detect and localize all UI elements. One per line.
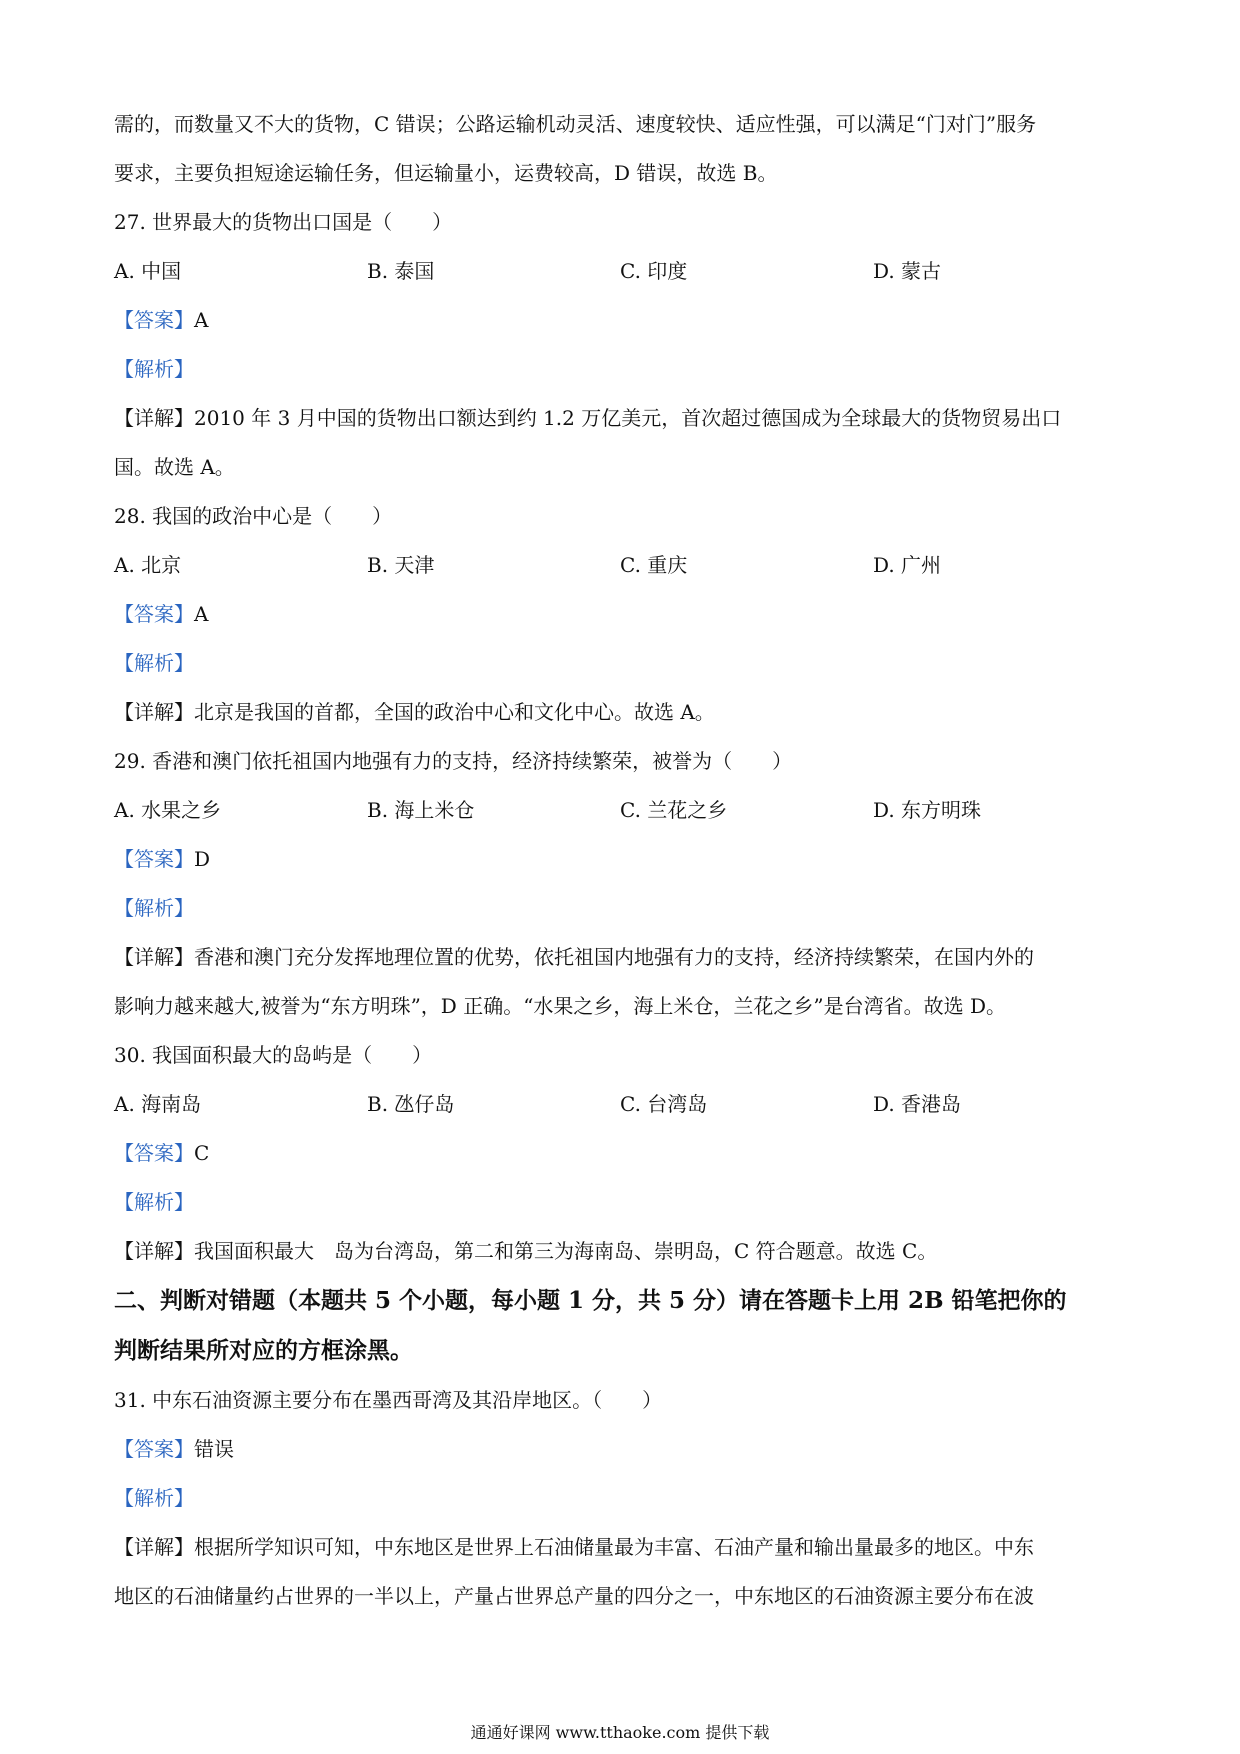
question-29-options bbox=[114, 786, 1126, 835]
question-27-analysis bbox=[114, 345, 1126, 394]
answer-tag: 【答案】 bbox=[114, 1437, 194, 1461]
option-a: A. 中国 bbox=[114, 259, 182, 283]
question-31-detail bbox=[114, 1523, 1126, 1572]
option-d: D. 蒙古 bbox=[873, 259, 942, 283]
question-30-answer bbox=[114, 1129, 1126, 1178]
option-b: B. 氹仔岛 bbox=[367, 1092, 455, 1116]
detail-tag: 【详解】 bbox=[114, 1535, 194, 1559]
page-footer: 通通好课网 www.tthaoke.com 提供下载 bbox=[470, 1723, 770, 1742]
detail-tag: 【详解】 bbox=[114, 945, 194, 969]
option-a: A. 北京 bbox=[114, 553, 182, 577]
option-a: A. 水果之乡 bbox=[114, 798, 222, 822]
answer-tag: 【答案】 bbox=[114, 847, 194, 871]
answer-tag: 【答案】 bbox=[114, 1141, 194, 1165]
detail-text: 香港和澳门充分发挥地理位置的优势，依托祖国内地强有力的支持，经济持续繁荣，在国内外的 bbox=[194, 945, 1034, 969]
answer-value: A bbox=[194, 602, 209, 626]
question-27-detail-cont: 国。故选 A。 bbox=[114, 455, 235, 479]
question-31-stem: 31. 中东石油资源主要分布在墨西哥湾及其沿岸地区。（ ） bbox=[114, 1388, 663, 1412]
intro-line-2: 要求，主要负担短途运输任务，但运输量小，运费较高，D 错误，故选 B。 bbox=[114, 161, 778, 185]
option-d: D. 广州 bbox=[873, 553, 942, 577]
question-30-detail bbox=[114, 1227, 1126, 1276]
option-a: A. 海南岛 bbox=[114, 1092, 202, 1116]
analysis-tag: 【解析】 bbox=[114, 1486, 194, 1510]
question-28-detail bbox=[114, 688, 1126, 737]
question-27-stem: 27. 世界最大的货物出口国是（ ） bbox=[114, 210, 453, 234]
question-29-answer bbox=[114, 835, 1126, 884]
question-28-answer bbox=[114, 590, 1126, 639]
section-heading: 二、判断对错题（本题共 5 个小题，每小题 1 分，共 5 分）请在答题卡上用 2B 铅笔把你的 bbox=[114, 1287, 1067, 1314]
answer-value: A bbox=[194, 308, 209, 332]
analysis-tag: 【解析】 bbox=[114, 357, 194, 381]
answer-value: C bbox=[194, 1141, 210, 1165]
option-c: C. 台湾岛 bbox=[620, 1092, 708, 1116]
analysis-tag: 【解析】 bbox=[114, 1190, 194, 1214]
question-28-stem: 28. 我国的政治中心是（ ） bbox=[114, 504, 393, 528]
option-d: D. 香港岛 bbox=[873, 1092, 962, 1116]
document-page bbox=[114, 100, 1126, 1621]
question-30-analysis bbox=[114, 1178, 1126, 1227]
answer-value: 错误 bbox=[194, 1437, 234, 1461]
question-27-options bbox=[114, 247, 1126, 296]
detail-text: 我国面积最大 岛为台湾岛，第二和第三为海南岛、崇明岛，C 符合题意。故选 C。 bbox=[194, 1239, 938, 1263]
detail-text: 北京是我国的首都，全国的政治中心和文化中心。故选 A。 bbox=[194, 700, 715, 724]
option-b: B. 海上米仓 bbox=[367, 798, 475, 822]
section-heading-cont: 判断结果所对应的方框涂黑。 bbox=[114, 1337, 413, 1364]
option-c: C. 重庆 bbox=[620, 553, 688, 577]
question-31-answer bbox=[114, 1425, 1126, 1474]
answer-value: D bbox=[194, 847, 211, 871]
question-31-detail-cont: 地区的石油储量约占世界的一半以上，产量占世界总产量的四分之一，中东地区的石油资源主要分布在波 bbox=[114, 1584, 1034, 1608]
option-b: B. 天津 bbox=[367, 553, 435, 577]
question-29-detail bbox=[114, 933, 1126, 982]
option-c: C. 兰花之乡 bbox=[620, 798, 728, 822]
question-27-detail bbox=[114, 394, 1126, 443]
analysis-tag: 【解析】 bbox=[114, 651, 194, 675]
question-27-answer bbox=[114, 296, 1126, 345]
detail-text: 2010 年 3 月中国的货物出口额达到约 1.2 万亿美元，首次超过德国成为全球最大的货物贸易出口 bbox=[194, 406, 1062, 430]
question-29-analysis bbox=[114, 884, 1126, 933]
question-29-detail-cont: 影响力越来越大,被誉为“东方明珠”，D 正确。“水果之乡，海上米仓，兰花之乡”是台湾省。故选 D。 bbox=[114, 994, 1007, 1018]
answer-tag: 【答案】 bbox=[114, 602, 194, 626]
option-d: D. 东方明珠 bbox=[873, 798, 982, 822]
detail-tag: 【详解】 bbox=[114, 1239, 194, 1263]
question-30-stem: 30. 我国面积最大的岛屿是（ ） bbox=[114, 1043, 433, 1067]
detail-tag: 【详解】 bbox=[114, 700, 194, 724]
option-b: B. 泰国 bbox=[367, 259, 435, 283]
question-30-options bbox=[114, 1080, 1126, 1129]
question-29-stem: 29. 香港和澳门依托祖国内地强有力的支持，经济持续繁荣，被誉为（ ） bbox=[114, 749, 793, 773]
question-31-analysis bbox=[114, 1474, 1126, 1523]
question-28-analysis bbox=[114, 639, 1126, 688]
detail-tag: 【详解】 bbox=[114, 406, 194, 430]
answer-tag: 【答案】 bbox=[114, 308, 194, 332]
detail-text: 根据所学知识可知，中东地区是世界上石油储量最为丰富、石油产量和输出量最多的地区。中东 bbox=[194, 1535, 1034, 1559]
intro-line-1: 需的，而数量又不大的货物，C 错误；公路运输机动灵活、速度较快、适应性强，可以满足“门对门”服务 bbox=[114, 112, 1037, 136]
option-c: C. 印度 bbox=[620, 259, 688, 283]
question-28-options bbox=[114, 541, 1126, 590]
analysis-tag: 【解析】 bbox=[114, 896, 194, 920]
